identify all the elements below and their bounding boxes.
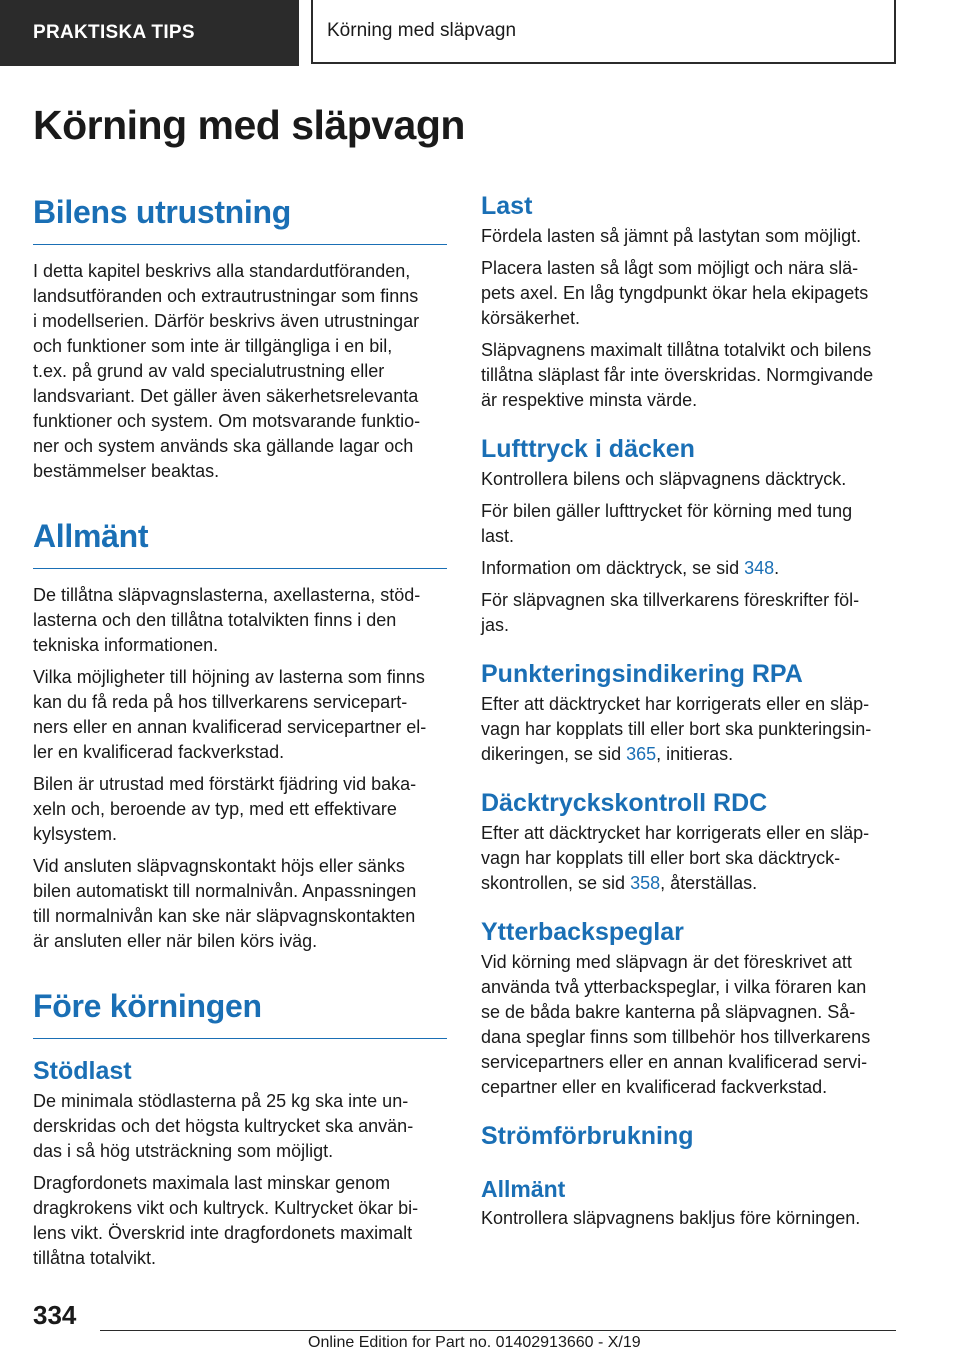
paragraph: Bilen är utrustad med förstärkt fjädring vid baka- xeln och, beroende av typ, med ett effektivare kylsystem. bbox=[33, 774, 417, 844]
paragraph: Efter att däcktrycket har korrigerats eller en släp- vagn har kopplats till eller bort ska däcktryck- skontrollen, se sid 358, återställas. bbox=[481, 823, 870, 893]
paragraph: Fördela lasten så jämnt på lastytan som möjligt. bbox=[481, 226, 862, 246]
subheading-rpa: Punkteringsindikering RPA bbox=[481, 660, 803, 688]
footer-edition: Online Edition for Part no. 01402913660 - X/19 bbox=[308, 1334, 641, 1351]
footer-divider bbox=[100, 1330, 896, 1331]
heading-bilens-utrustning: Bilens utrustning bbox=[33, 190, 447, 245]
subheading-ytterbackspeglar: Ytterbackspeglar bbox=[481, 918, 684, 946]
paragraph: Släpvagnens maximalt tillåtna totalvikt och bilens tillåtna släplast får inte överskridas. Normgivande är respektive minsta värde. bbox=[481, 340, 874, 410]
paragraph: Vilka möjligheter till höjning av lasterna som finns kan du få reda på hos tillverkarens servicepart- ners eller en annan kvalificerad servicepartner el- ler en kvalificerad fackverkstad. bbox=[33, 667, 427, 762]
page-number: 334 bbox=[33, 1300, 77, 1330]
paragraph: Information om däcktryck, se sid 348. bbox=[481, 558, 780, 578]
page-header bbox=[0, 0, 960, 66]
paragraph: Dragfordonets maximala last minskar genom dragkrokens vikt och kultryck. Kultrycket ökar bi- lens vikt. Överskrid inte dragfordonets maximalt tillåtna totalvikt. bbox=[33, 1173, 419, 1268]
subheading-stromforbrukning: Strömförbrukning bbox=[481, 1122, 694, 1150]
section-label: Körning med släpvagn bbox=[311, 0, 896, 64]
subheading-lufttryck: Lufttryck i däcken bbox=[481, 435, 695, 463]
paragraph: Placera lasten så lågt som möjligt och nära slä- pets axel. En låg tyngdpunkt ökar hela ekipagets körsäkerhet. bbox=[481, 258, 869, 328]
paragraph: Efter att däcktrycket har korrigerats eller en släp- vagn har kopplats till eller bort ska punkteringsin- dikeringen, se sid 365, initieras. bbox=[481, 694, 872, 764]
paragraph: För släpvagnen ska tillverkarens föreskrifter föl- jas. bbox=[481, 590, 860, 635]
paragraph: Kontrollera bilens och släpvagnens däcktryck. bbox=[481, 469, 847, 489]
paragraph: De tillåtna släpvagnslasterna, axellasterna, stöd- lasterna och den tillåtna totalvikten finns i den tekniska informationen. bbox=[33, 585, 421, 655]
subheading-last: Last bbox=[481, 192, 533, 220]
page-link-358[interactable]: 358 bbox=[630, 873, 661, 893]
heading-fore-korningen: Före körningen bbox=[33, 984, 447, 1039]
paragraph: De minimala stödlasterna på 25 kg ska inte un- derskridas och det högsta kultrycket ska använ- das i så hög utsträckning som möjligt. bbox=[33, 1091, 414, 1161]
page-link-348[interactable]: 348 bbox=[744, 558, 775, 578]
subheading-allmant-small: Allmänt bbox=[481, 1176, 566, 1202]
heading-allmant: Allmänt bbox=[33, 514, 447, 569]
paragraph: Vid ansluten släpvagnskontakt höjs eller sänks bilen automatiskt till normalnivån. Anpassningen till normalnivån kan ske när släpvagnskontakten är ansluten eller när bilen körs iväg. bbox=[33, 856, 417, 951]
paragraph: I detta kapitel beskrivs alla standardutföranden, landsutföranden och extrautrustningar som finns i modellserien. Därför beskrivs även utrustningar och funktioner som inte är tillgängliga i en bil, t.ex. på grund av vald specialutrustning eller landsvariant. Det gäller även säkerhetsrelevanta funktioner och system. Om motsvarande funktio- ner och system används ska gällande lagar och bestämmelser beaktas. bbox=[33, 261, 421, 481]
page-link-365[interactable]: 365 bbox=[626, 744, 657, 764]
subheading-rdc: Däcktryckskontroll RDC bbox=[481, 789, 768, 817]
subheading-stodlast: Stödlast bbox=[33, 1057, 132, 1085]
left-column bbox=[33, 190, 447, 1271]
paragraph: Vid körning med släpvagn är det föreskrivet att använda två ytterbackspeglar, i vilka föraren kan se de båda bakre kanterna på släpvagnen. Så- dana speglar finns som tillbehör hos tillverkarens servicepartners eller en annan kvalificerad servi- cepartner eller en kvalificerad fackverkstad. bbox=[481, 952, 871, 1097]
paragraph: Kontrollera släpvagnens bakljus före körningen. bbox=[481, 1208, 861, 1228]
page-title: Körning med släpvagn bbox=[33, 102, 465, 148]
paragraph: För bilen gäller lufttrycket för körning med tung last. bbox=[481, 501, 853, 546]
right-column bbox=[481, 190, 897, 1231]
chapter-tab: PRAKTISKA TIPS bbox=[0, 0, 299, 66]
